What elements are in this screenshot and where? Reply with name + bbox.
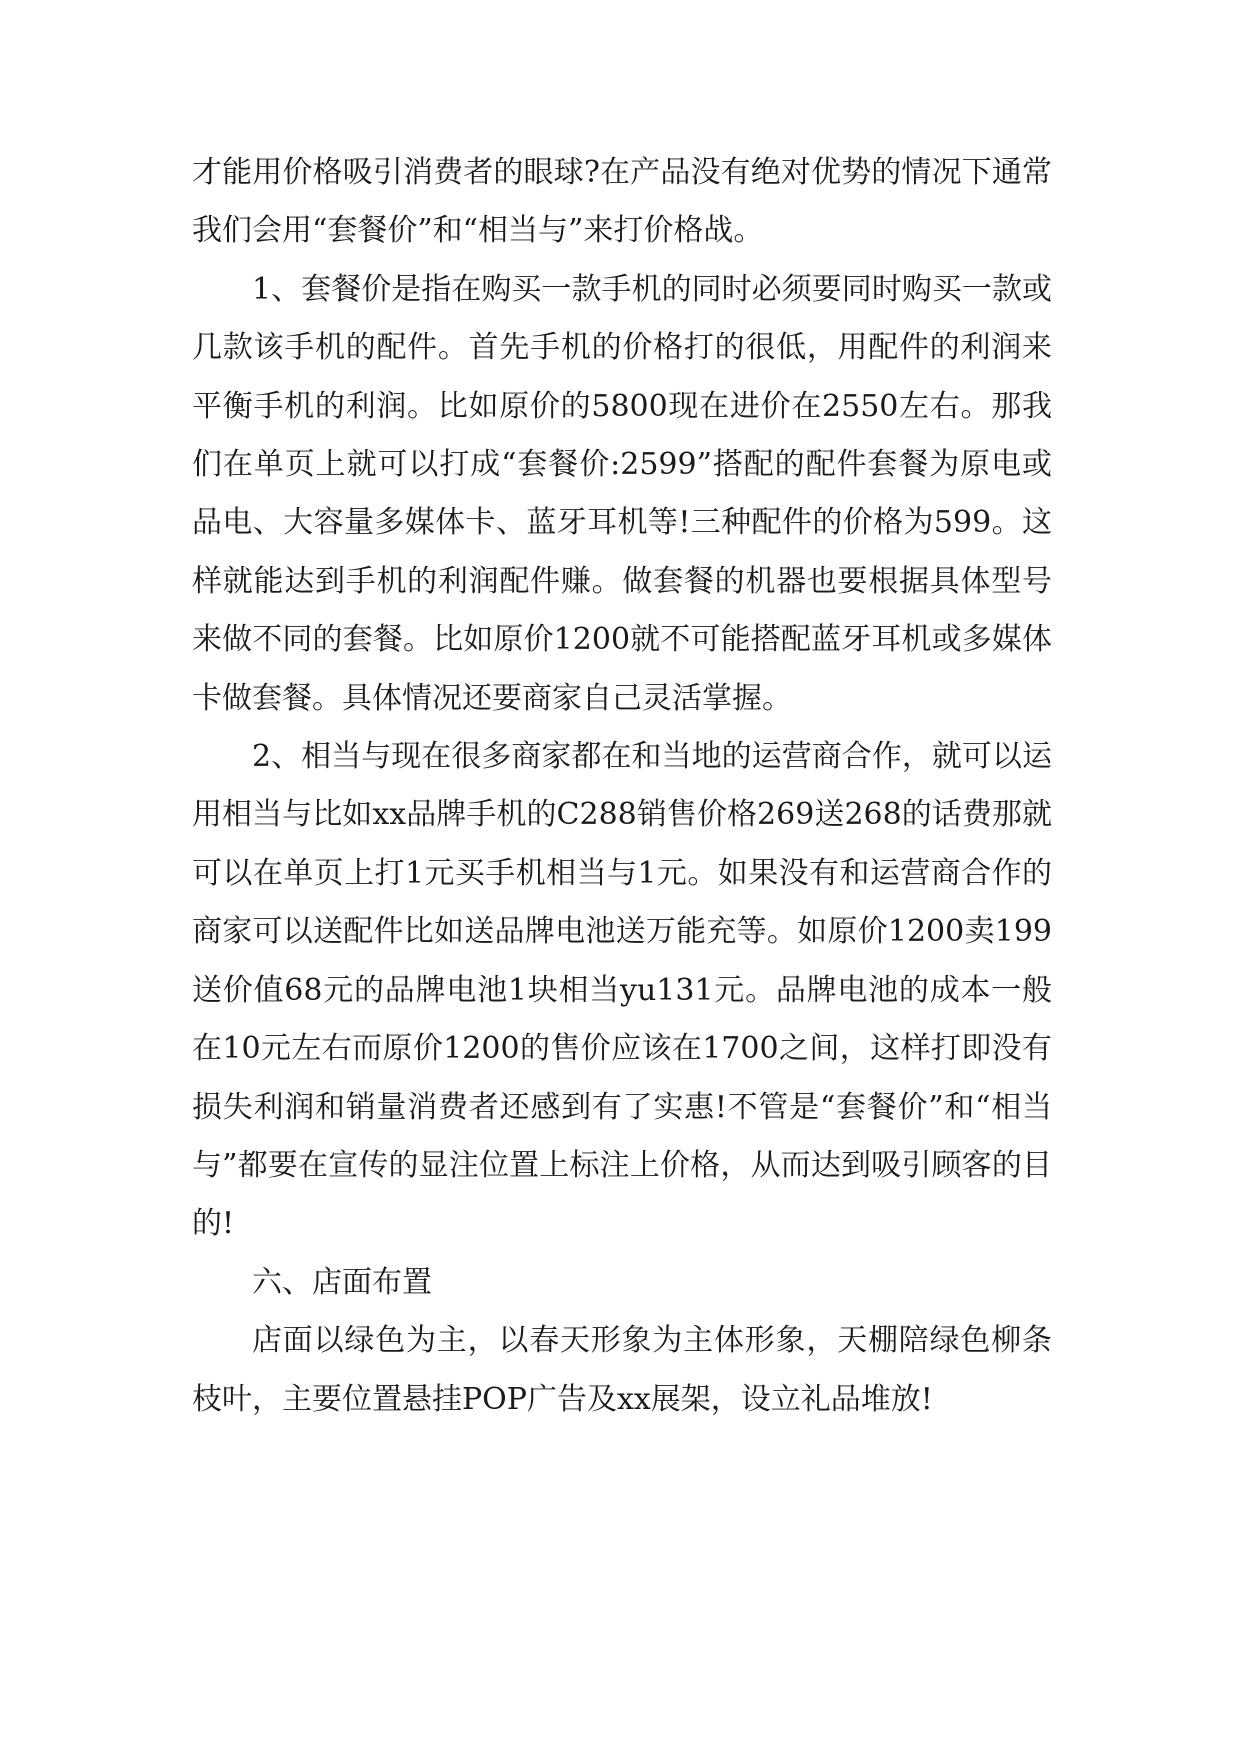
paragraph-intro: 才能用价格吸引消费者的眼球?在产品没有绝对优势的情况下通常我们会用“套餐价”和“相当与”来打价格战。 — [192, 155, 1052, 249]
section-heading: 六、店面布置 — [252, 1264, 432, 1300]
paragraph-item-1: 1、套餐价是指在购买一款手机的同时必须要同时购买一款或几款该手机的配件。首先手机的价格打的很低，用配件的利润来平衡手机的利润。比如原价的5800现在进价在2550左右。那我们在单页上就可以打成“套餐价:2599”搭配的配件套餐为原电或品电、大容量多媒体卡、蓝牙耳机等!三种配件的价格为599。这样就能达到手机的利润配件赚。做套餐的机器也要根据具体型号来做不同的套餐。比如原价1200就不可能搭配蓝牙耳机或多媒体卡做套餐。具体情况还要商家自己灵活掌握。 — [192, 271, 1052, 716]
document-page — [192, 144, 1052, 1429]
paragraph-item-2: 2、相当与现在很多商家都在和当地的运营商合作，就可以运用相当与比如xx品牌手机的C288销售价格269送268的话费那就可以在单页上打1元买手机相当与1元。如果没有和运营商合作的商家可以送配件比如送品牌电池送万能充等。如原价1200卖199送价值68元的品牌电池1块相当yu131元。品牌电池的成本一般在10元左右而原价1200的售价应该在1700之间，这样打即没有损失利润和销量消费者还感到有了实惠!不管是“套餐价”和“相当与”都要在宣传的显注位置上标注上价格，从而达到吸引顾客的目的! — [192, 739, 1052, 1242]
paragraph-section-body: 店面以绿色为主，以春天形象为主体形象，天棚陪绿色柳条枝叶，主要位置悬挂POP广告及xx展架，设立礼品堆放! — [192, 1323, 1052, 1417]
